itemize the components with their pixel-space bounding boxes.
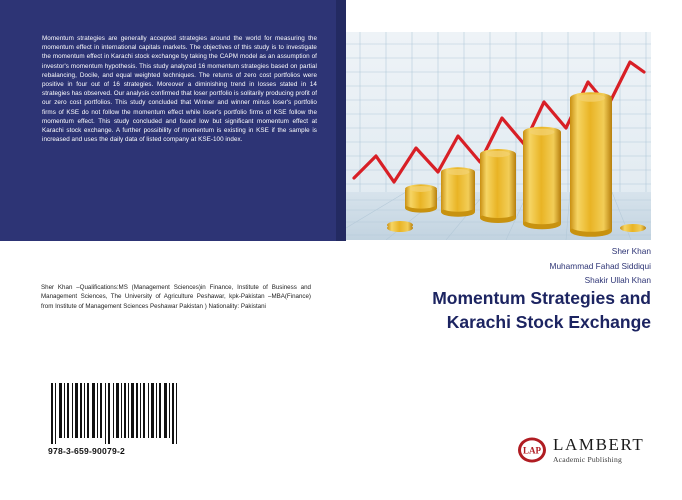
coins-chart-graphic <box>346 32 651 240</box>
author-name-2: Muhammad Fahad Siddiqui <box>549 260 651 271</box>
publisher-tagline: Academic Publishing <box>553 455 622 464</box>
barcode-graphic <box>48 381 183 446</box>
cover-illustration <box>346 32 651 240</box>
author-bio: Sher Khan –Qualifications:MS (Management Sciences)in Finance, Institute of Business and Management Sciences, The University of Agriculture Peshawar, kpk-Pakistan –MBA(Finance) from Institute of Management Sciences Peshawar Pakistan ) Nationality: Pakistani <box>41 284 311 310</box>
abstract-text: Momentum strategies are generally accepted strategies around the world for measuring the momentum effect in international capitals markets. The objectives of this study is to investigate the momentum effect in Karachi stock exchange by taking the CAPM model as an assumption of investor's momentum hypothesis. This study analyzed 16 momentum strategies based on partial rebalancing, Docile, and equal weighted techniques. The returns of zero cost portfolios were positive in four out of 16 strategies. Moreover a diminishing trend in losses stated in 14 strategies has observed. Our analysis confirmed that loser portfolio is solitarily producing profit of our zero cost portfolios. This study concluded that Winner and winner minus loser's portfolio firms of KSE do not follow the momentum effect while loser's portfolio firms of KSE follow the momentum effect. This study concluded and found low but significant momentum effect at Karachi stock exchange. A further possibility of momentum is existing in KSE if the sample is increased and uses the daily data of listed company at KSE-100 index. <box>42 35 317 144</box>
publisher-name-block <box>553 436 644 464</box>
author-name-1: Sher Khan <box>611 246 651 256</box>
isbn-text: 978-3-659-90079-2 <box>48 446 125 456</box>
svg-text:LAP: LAP <box>523 445 541 456</box>
author-name-3: Shakir Ullah Khan <box>584 275 651 285</box>
book-title-line-2: Karachi Stock Exchange <box>446 312 651 332</box>
lap-emblem-icon <box>517 435 547 465</box>
barcode <box>48 381 183 446</box>
publisher-name: LAMBERT <box>553 435 645 454</box>
front-cover-panel <box>346 241 682 500</box>
book-title-line-1: Momentum Strategies and <box>432 288 651 308</box>
cover-top-band <box>0 0 682 241</box>
book-spine <box>336 0 346 241</box>
author-list <box>550 244 651 288</box>
publisher-logo <box>517 433 682 469</box>
book-title <box>361 286 651 334</box>
cover-bottom-band <box>0 241 682 500</box>
